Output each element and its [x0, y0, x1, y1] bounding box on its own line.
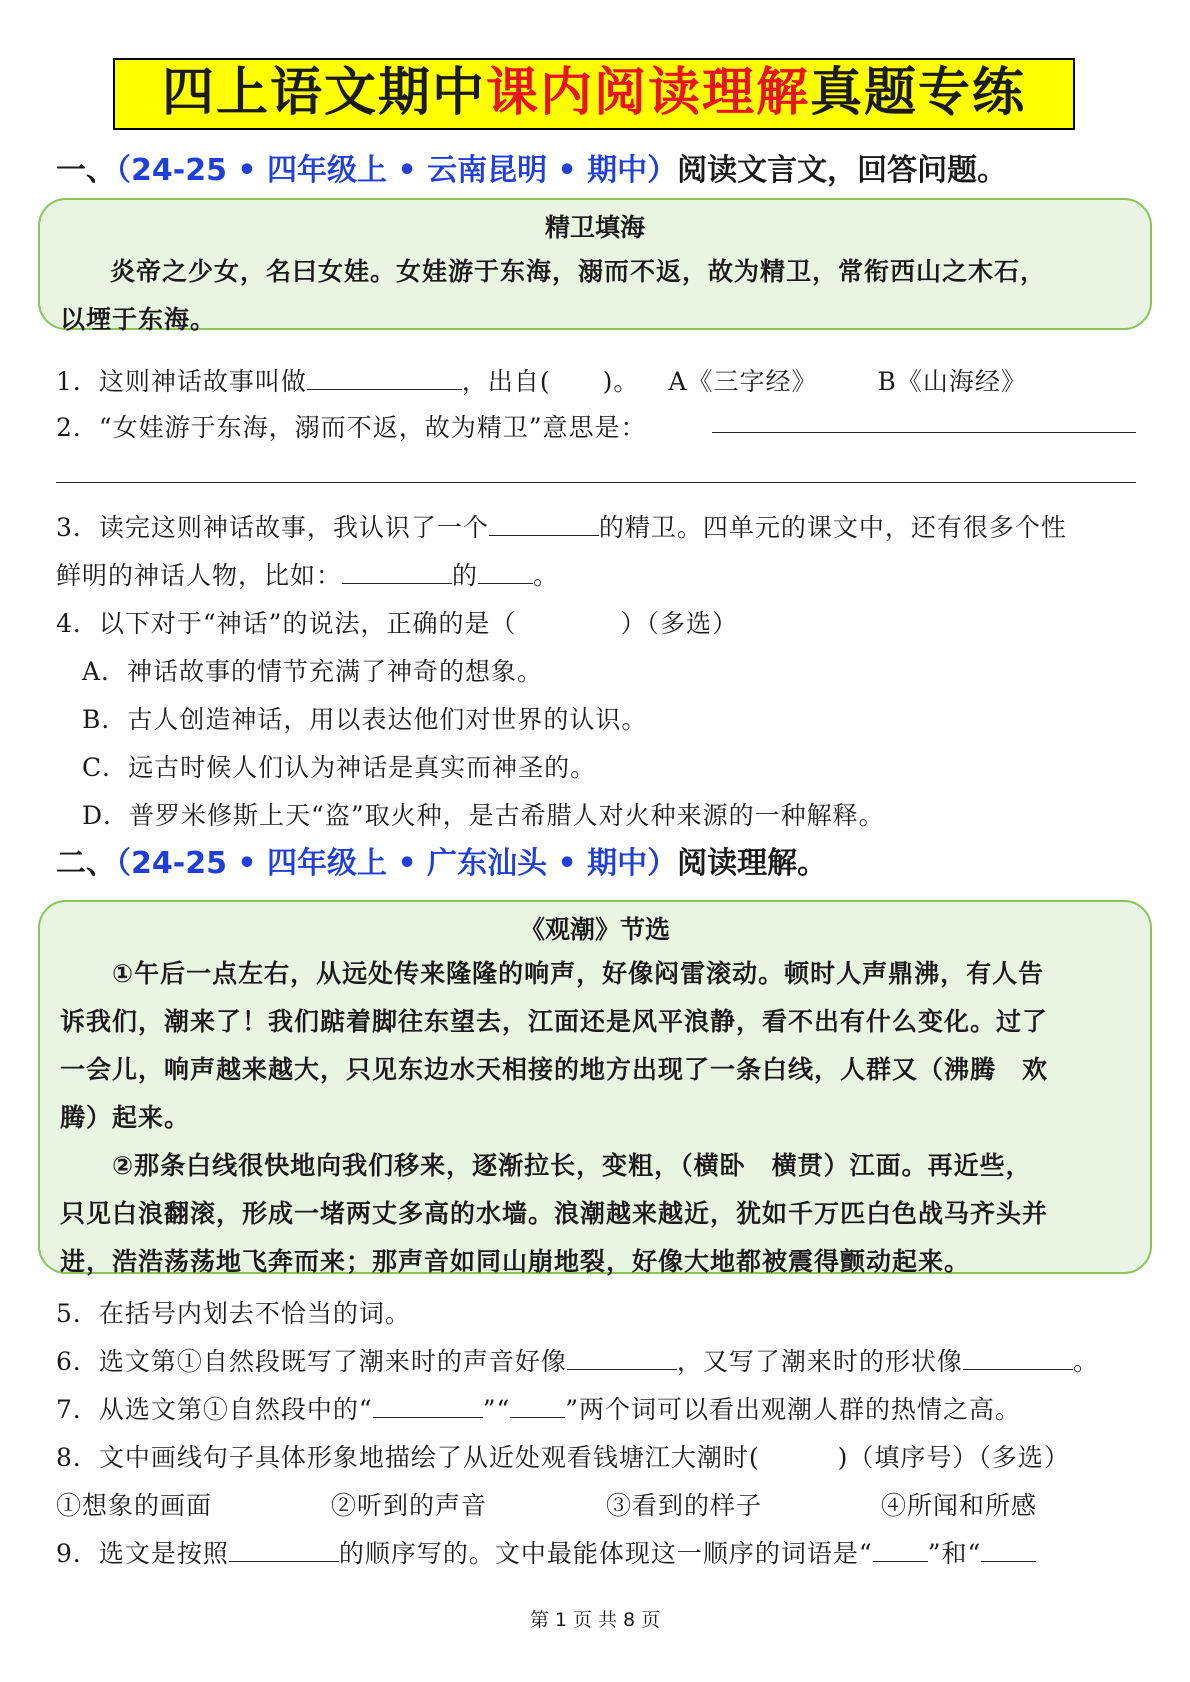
q1-option-b: B《山海经》	[877, 367, 1027, 396]
passage2-line: 进，浩浩荡荡地飞奔而来；那声音如同山崩地裂，好像大地都被震得颤动起来。	[60, 1247, 971, 1276]
q8-option-1: ①想象的画面	[56, 1491, 213, 1520]
passage2-line: 腾）起来。	[60, 1103, 191, 1132]
q6-text-b: ，又写了潮来时的形状像	[676, 1347, 963, 1376]
q1-blank[interactable]	[307, 365, 462, 390]
section2-source: （24-25 • 四年级上 • 广东汕头 • 期中）	[116, 846, 678, 881]
passage1-card	[38, 198, 1152, 334]
q3-text-b: 的精卫。四单元的课文中，还有很多个性	[598, 513, 1067, 542]
q9-text-a: 9．选文是按照	[56, 1539, 229, 1568]
question-2	[56, 408, 646, 444]
passage2-line: ②那条白线很快地向我们移来，逐渐拉长，变粗，（横卧 横贯）江面。再近些，	[60, 1151, 1032, 1180]
q4-option-d: D．普罗米修斯上天“盗”取火种，是古希腊人对火种来源的一种解释。	[82, 801, 885, 830]
q9-blank-1[interactable]	[229, 1537, 339, 1562]
q3-text-c: 鲜明的神话人物，比如：	[56, 561, 343, 590]
q1-text-a: 1．这则神话故事叫做	[56, 367, 307, 396]
q7-blank-1[interactable]	[373, 1393, 483, 1418]
passage2-line: 诉我们，潮来了！我们踮着脚往东望去，江面还是风平浪静，看不出有什么变化。过了	[60, 1007, 1049, 1036]
section1-source: （24-25 • 四年级上 • 云南昆明 • 期中）	[116, 153, 678, 188]
q6-blank-1[interactable]	[567, 1345, 677, 1370]
section1-header	[56, 145, 1007, 189]
passage1-line1: 炎帝之少女，名曰女娃。女娃游于东海，溺而不返，故为精卫，常衔西山之木石，	[110, 257, 1047, 286]
question-7	[56, 1390, 1021, 1426]
q6-text-c: 。	[1072, 1347, 1099, 1376]
section1-task: 阅读文言文，回答问题。	[677, 153, 1008, 188]
passage1-line2: 以堙于东海。	[60, 305, 217, 334]
passage2-line: 只见白浪翻滚，形成一堵两丈多高的水墙。浪潮越来越近，犹如千万匹白色战马齐头并	[60, 1199, 1049, 1228]
question-6	[56, 1342, 1099, 1378]
question-3-line2	[56, 556, 559, 592]
q6-blank-2[interactable]	[963, 1345, 1073, 1370]
q9-blank-2[interactable]	[873, 1537, 928, 1562]
question-4	[56, 604, 738, 640]
section2-task: 阅读理解。	[677, 846, 828, 881]
page-footer: 第 1 页 共 8 页	[529, 1609, 661, 1631]
q9-text-b: 的顺序写的。文中最能体现这一顺序的词语是“	[338, 1539, 873, 1568]
q8-option-3: ③看到的样子	[606, 1491, 763, 1520]
question-8	[56, 1438, 1070, 1474]
q9-blank-3[interactable]	[981, 1537, 1036, 1562]
q3-text-d: 的	[452, 561, 479, 590]
passage1-title: 精卫填海	[544, 213, 645, 242]
title-part3: 真题专练	[810, 63, 1027, 123]
title-part1: 四上语文期中	[161, 63, 486, 123]
question-1	[56, 362, 1027, 398]
question-9	[56, 1534, 1036, 1570]
q7-blank-2[interactable]	[510, 1393, 565, 1418]
q8-stem: 8．文中画线句子具体形象地描绘了从近处观看钱塘江大潮时( )（填序号）（多选）	[56, 1443, 1070, 1472]
q1-option-a: A《三字经》	[668, 367, 818, 396]
q3-blank-3[interactable]	[478, 559, 533, 584]
title-part2-highlight: 课内阅读理解	[485, 63, 810, 123]
q2-answer-line-1[interactable]	[712, 432, 1136, 433]
q2-text: 2．“女娃游于东海，溺而不返，故为精卫”意思是：	[56, 413, 647, 442]
q3-text-a: 3．读完这则神话故事，我认识了一个	[56, 513, 489, 542]
question-3-line1	[56, 508, 1067, 544]
q4-option-a: A．神话故事的情节充满了神奇的想象。	[82, 657, 544, 686]
section1-number: 一、	[56, 153, 116, 188]
q7-text-a: 7．从选文第①自然段中的“	[56, 1395, 373, 1424]
passage2-line: 一会儿，响声越来越大，只见东边水天相接的地方出现了一条白线，人群又（沸腾 欢	[60, 1055, 1049, 1084]
section2-number: 二、	[56, 846, 116, 881]
section2-header	[56, 838, 827, 882]
page-title	[113, 58, 1075, 130]
q3-blank-2[interactable]	[342, 559, 452, 584]
q7-text-b: ”“	[482, 1395, 511, 1424]
q1-text-b: ，出自( )。	[461, 367, 640, 396]
q2-answer-line-2[interactable]	[56, 482, 1136, 483]
q4-option-b: B．古人创造神话，用以表达他们对世界的认识。	[82, 705, 648, 734]
question-5: 5．在括号内划去不恰当的词。	[56, 1299, 411, 1328]
q8-option-4: ④所闻和所感	[881, 1491, 1038, 1520]
passage2-line: ①午后一点左右，从远处传来隆隆的响声，好像闷雷滚动。顿时人声鼎沸，有人告	[60, 959, 1045, 988]
passage2-card	[38, 900, 1152, 1274]
q9-text-c: ”和“	[927, 1539, 982, 1568]
q7-text-c: ”两个词可以看出观潮人群的热情之高。	[565, 1395, 1022, 1424]
q8-options	[56, 1486, 1136, 1522]
q4-stem: 4．以下对于“神话”的说法，正确的是（ ）（多选）	[56, 609, 738, 638]
q4-option-c: C．远古时候人们认为神话是真实而神圣的。	[82, 753, 597, 782]
q3-blank-1[interactable]	[489, 511, 599, 536]
q8-option-2: ②听到的声音	[331, 1491, 488, 1520]
q3-text-e: 。	[533, 561, 560, 590]
q6-text-a: 6．选文第①自然段既写了潮来时的声音好像	[56, 1347, 567, 1376]
passage2-title: 《观潮》节选	[519, 915, 670, 944]
